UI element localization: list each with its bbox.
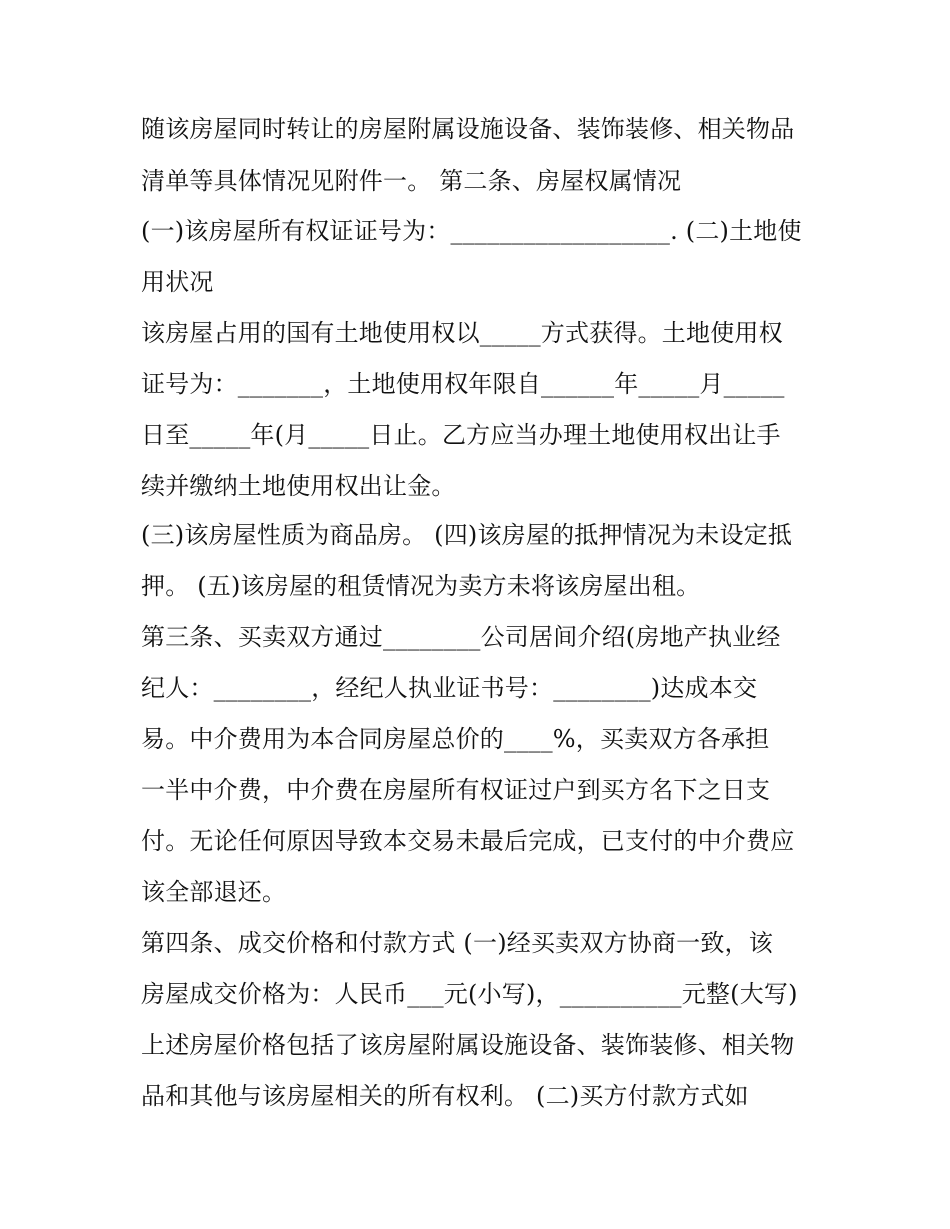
text-line: 第四条、成交价格和付款方式 (一)经买卖双方协商一致，该 <box>141 929 773 957</box>
text-line: 该全部退还。 <box>141 878 287 906</box>
text-line: 清单等具体情况见附件一。 第二条、房屋权属情况 <box>141 167 682 195</box>
text-line: 纪人：________，经纪人执业证书号：________)达成本交 <box>141 674 758 702</box>
text-line: 上述房屋价格包括了该房屋附属设施设备、装饰装修、相关物 <box>141 1031 795 1059</box>
text-line: 随该房屋同时转让的房屋附属设施设备、装饰装修、相关物品 <box>141 115 795 143</box>
text-line: 第三条、买卖双方通过________公司居间介绍(房地产执业经 <box>141 623 781 651</box>
text-line: 房屋成交价格为：人民币___元(小写)，__________元整(大写) <box>141 980 798 1008</box>
text-line: 付。无论任何原因导致本交易未最后完成，已支付的中介费应 <box>141 827 795 855</box>
text-line: (一)该房屋所有权证证号为：__________________. (二)土地使 <box>141 217 802 245</box>
text-line: 续并缴纳土地使用权出让金。 <box>141 472 456 500</box>
text-line: 用状况 <box>141 268 214 296</box>
text-line: (三)该房屋性质为商品房。 (四)该房屋的抵押情况为未设定抵 <box>141 521 793 549</box>
text-line: 押。 (五)该房屋的租赁情况为卖方未将该房屋出租。 <box>141 572 701 600</box>
text-line: 日至_____年(月_____日止。乙方应当办理土地使用权出让手 <box>141 421 781 449</box>
text-line: 易。中介费用为本合同房屋总价的____%，买卖双方各承担 <box>141 725 770 753</box>
text-line: 证号为：_______，土地使用权年限自______年_____月_____ <box>141 370 785 398</box>
text-line: 该房屋占用的国有土地使用权以_____方式获得。土地使用权 <box>141 319 783 347</box>
text-line: 品和其他与该房屋相关的所有权利。 (二)买方付款方式如 <box>141 1082 749 1110</box>
text-line: 一半中介费，中介费在房屋所有权证过户到买方名下之日支 <box>141 776 771 804</box>
